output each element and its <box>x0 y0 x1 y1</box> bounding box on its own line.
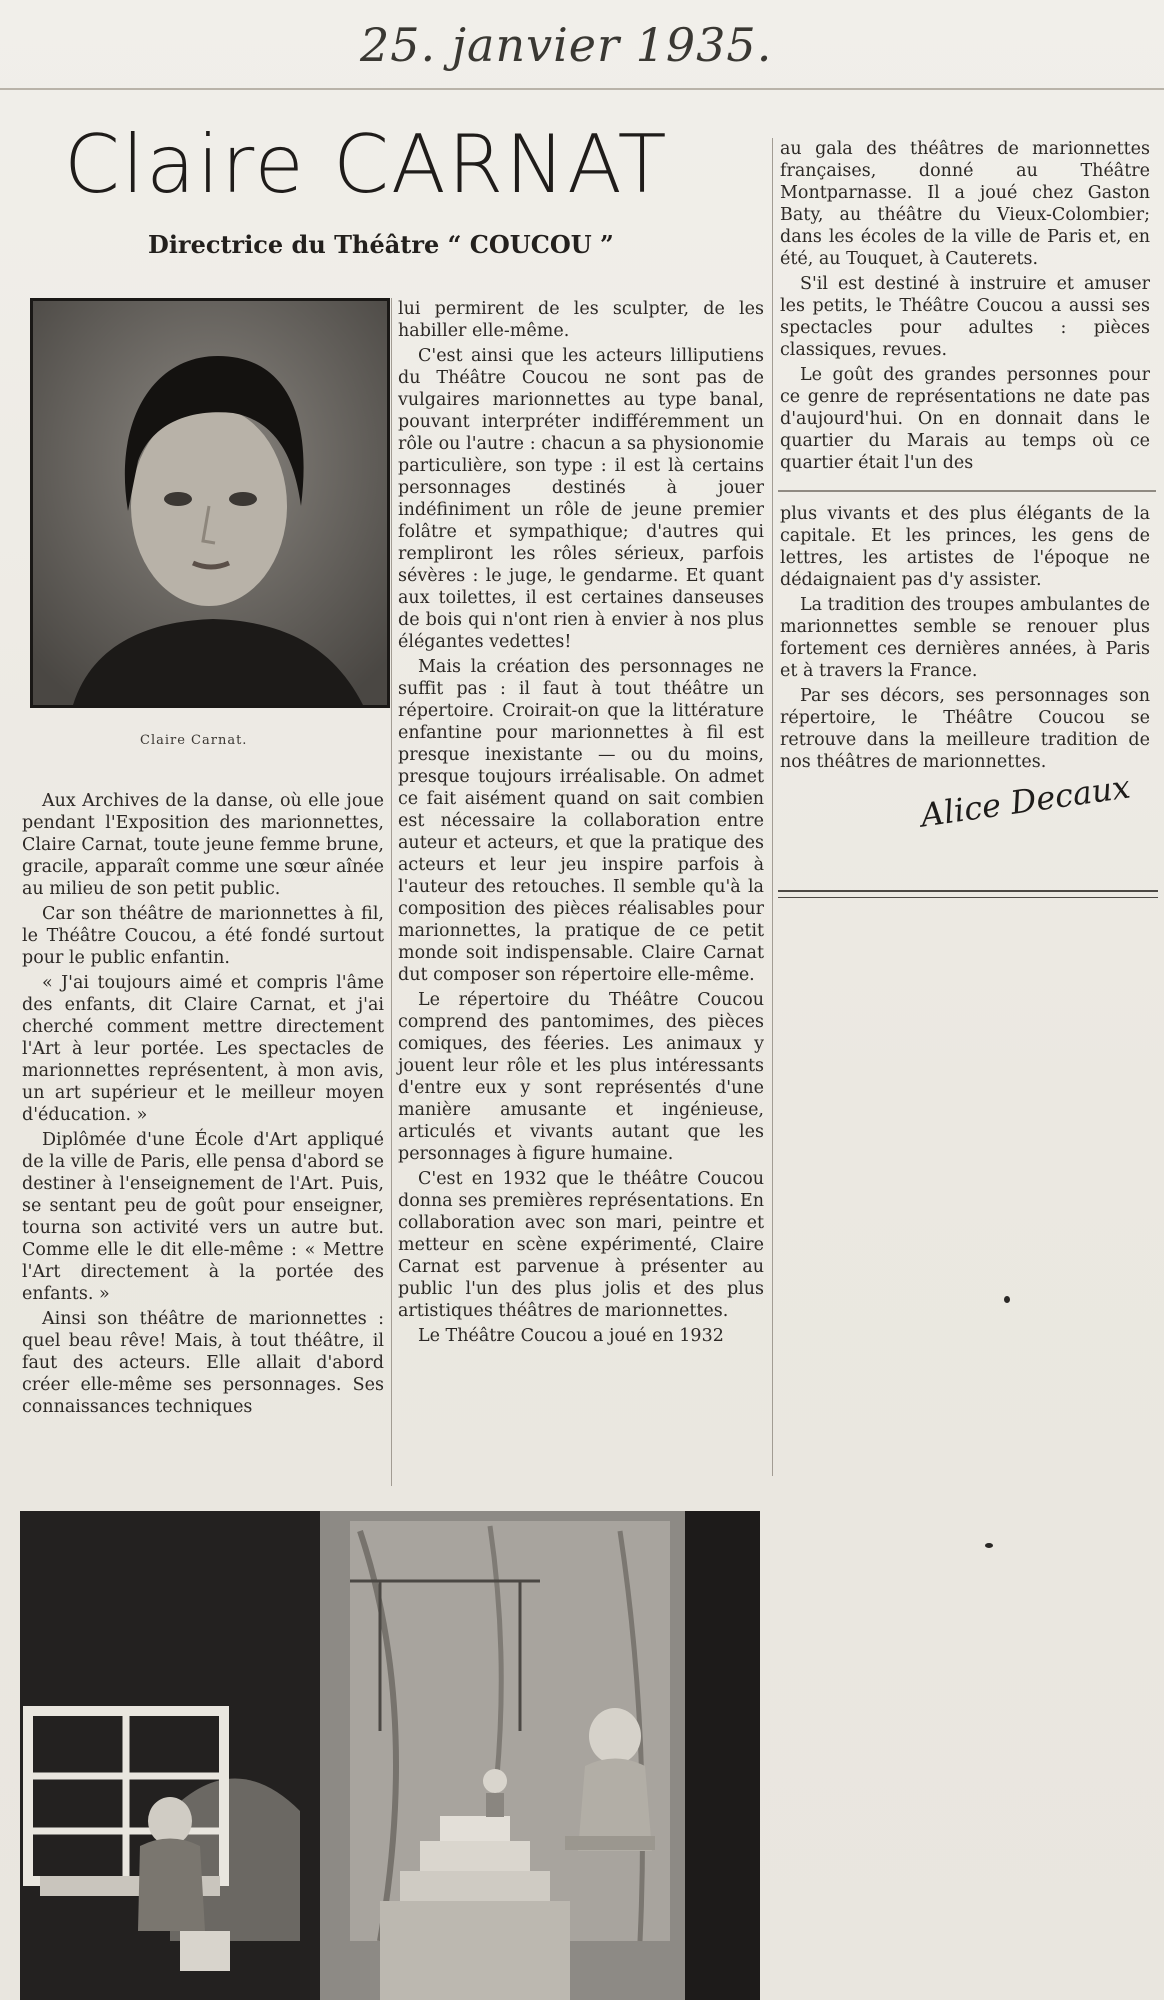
column-break-rule <box>778 490 1156 492</box>
paper-spot <box>985 1543 993 1548</box>
paragraph: La tradition des troupes ambulantes de marionnettes semble se renouer plus fortement ces dernières années, à Paris et à travers la France. <box>780 595 1150 681</box>
paragraph: Aux Archives de la danse, où elle joue pendant l'Exposition des marionnettes, Claire Carnat, toute jeune femme brune, gracile, apparaît comme une sœur aînée au milieu de son petit public. <box>22 791 384 899</box>
paragraph: Le répertoire du Théâtre Coucou comprend des pantomimes, des pièces comiques, des féeries. Les animaux y jouent leur rôle et les plus intéressants d'entre eux y sont représentés d'une manière amusante et ingénieuse, articulés et vivants autant que les personnages à figure humaine. <box>398 990 764 1164</box>
handwritten-date: 25. janvier 1935. <box>360 18 773 72</box>
column-divider <box>772 138 773 1476</box>
paragraph: Mais la création des personnages ne suffit pas : il faut à tout théâtre un répertoire. Croirait-on que la littérature enfantine pour marionnettes à fil est presque inexistante — ou du moins, presque toujours irréalisable. On admet ce fait aisément quand on sait combien est nécessaire la collaboration entre auteur et acteurs, et que la pratique des acteurs et leur jeu inspire parfois à l'auteur des retouches. Il semble qu'à la composition des pièces réalisables pour marionnettes, la pratique de ce petit monde soit indispensable. Claire Carnat dut composer son répertoire elle-même. <box>398 657 764 985</box>
paragraph: Le goût des grandes personnes pour ce genre de représentations ne date pas d'aujourd'hui. On en donnait dans le quartier du Marais au temps où ce quartier était l'un des <box>780 365 1150 473</box>
paragraph: Par ses décors, ses personnages son répertoire, le Théâtre Coucou se retrouve dans la meilleure tradition de nos théâtres de marionnettes. <box>780 686 1150 772</box>
paper-spot <box>1004 1296 1010 1303</box>
paragraph: Ainsi son théâtre de marionnettes : quel beau rêve! Mais, à tout théâtre, il faut des acteurs. Elle allait d'abord créer elle-même ses personnages. Ses connaissances techniques <box>22 1309 384 1417</box>
portrait-photo <box>30 298 390 708</box>
header-rule <box>0 88 1164 90</box>
paragraph: lui permirent de les sculpter, de les habiller elle-même. <box>398 299 764 341</box>
paragraph: Le Théâtre Coucou a joué en 1932 <box>418 1326 724 1346</box>
stage-photo <box>20 1511 760 2000</box>
paragraph: C'est ainsi que les acteurs lilliputiens du Théâtre Coucou ne sont pas de vulgaires marionnettes au type banal, pouvant interpréter indifféremment un rôle ou l'autre : chacun a sa physionomie particulière, son type : il est là certains personnages destinés à jouer indéfiniment un rôle de jeune premier folâtre et sympathique; d'autres qui rempliront les rôles sérieux, parfois sévères : le juge, le gendarme. Et quant aux toilettes, il est certaines danseuses de bois qui n'ont rien à envier à nos plus élégantes vedettes! <box>398 346 764 652</box>
column-1 <box>22 790 384 1421</box>
paragraph: C'est en 1932 que le théâtre Coucou donna ses premières représentations. En collaboration avec son mari, peintre et metteur en scène expérimenté, Claire Carnat est parvenue à présenter au public l'un des plus jolis et des plus artistiques théâtres de marionnettes. <box>398 1169 764 1321</box>
column-divider <box>391 298 392 1486</box>
article-title: Claire CARNAT <box>64 118 669 211</box>
paragraph: plus vivants et des plus élégants de la capitale. Et les princes, les gens de lettres, les artistes de l'époque ne dédaignaient pas d'y assister. <box>780 504 1150 590</box>
photo-caption: Claire Carnat. <box>140 733 248 748</box>
paragraph: Car son théâtre de marionnettes à fil, le Théâtre Coucou, a été fondé surtout pour le public enfantin. <box>22 904 384 968</box>
article-subtitle: Directrice du Théâtre “ COUCOU ” <box>148 230 614 259</box>
paragraph: au gala des théâtres de marionnettes françaises, donné au Théâtre Montparnasse. Il a joué chez Gaston Baty, au théâtre du Vieux-Colombier; dans les écoles de la ville de Paris et, en été, au Touquet, à Cauterets. <box>780 139 1150 269</box>
column-3-top <box>780 138 1150 477</box>
column-2 <box>398 298 764 1350</box>
paragraph: « J'ai toujours aimé et compris l'âme des enfants, dit Claire Carnat, et j'ai cherché comment mettre directement l'Art à leur portée. Les spectacles de marionnettes représentent, à mon avis, un art supérieur et le meilleur moyen d'éducation. » <box>22 973 384 1125</box>
article-end-rule <box>778 890 1158 898</box>
author-signature: Alice Decaux <box>918 767 1133 835</box>
column-3-bottom <box>780 503 1150 776</box>
paragraph: Diplômée d'une École d'Art appliqué de la ville de Paris, elle pensa d'abord se destiner à l'enseignement de l'Art. Puis, se sentant peu de goût pour enseigner, tourna son activité vers un autre but. Comme elle le dit elle-même : « Mettre l'Art directement à la portée des enfants. » <box>22 1130 384 1304</box>
paragraph: S'il est destiné à instruire et amuser les petits, le Théâtre Coucou a aussi ses spectacles pour adultes : pièces classiques, revues. <box>780 274 1150 360</box>
